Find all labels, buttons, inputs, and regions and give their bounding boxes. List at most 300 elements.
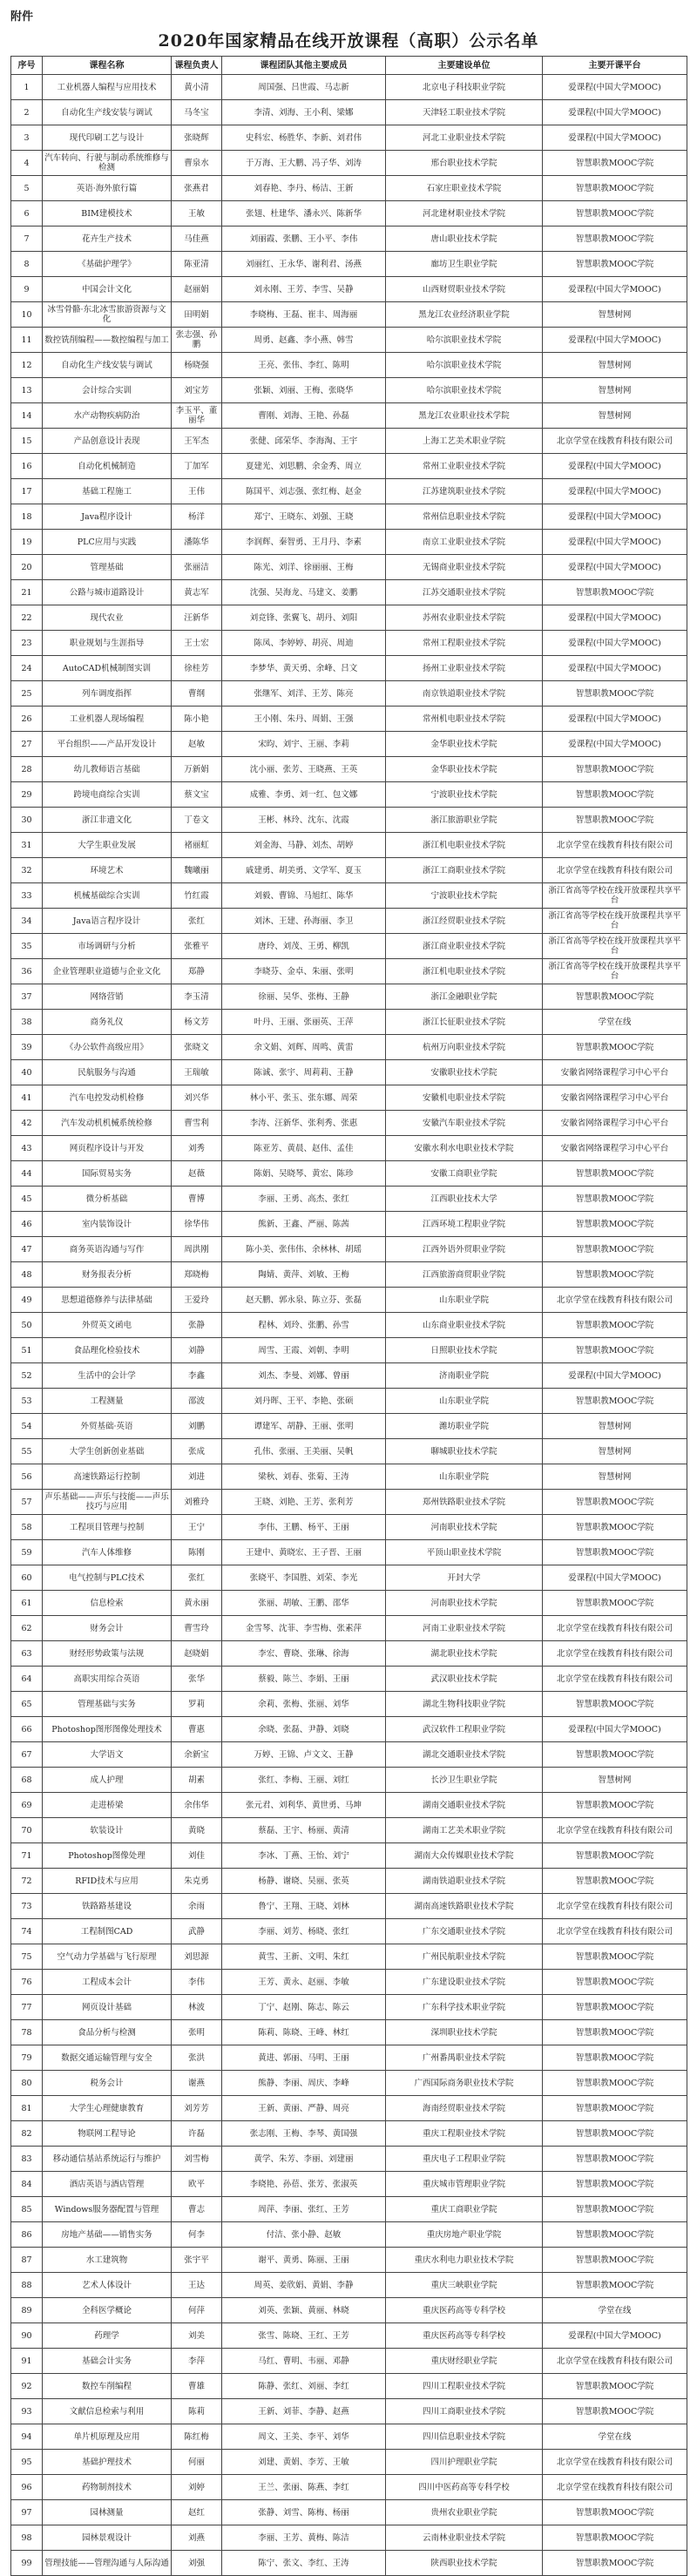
cell-platform: 智慧职教MOOC学院: [543, 252, 687, 277]
cell-main-unit: 平顶山职业技术学院: [386, 1540, 543, 1565]
cell-team-members: 蔡毅、陈兰、李娟、王丽: [222, 1667, 386, 1692]
cell-course-name: 外贸基础·英语: [43, 1414, 172, 1439]
table-row: [11, 2424, 687, 2450]
table-row: [11, 1591, 687, 1616]
cell-team-members: 王芳、黄永、赵丽、李敏: [222, 1970, 386, 1995]
cell-team-members: 周雪、王霞、刘朝、李明: [222, 1338, 386, 1363]
cell-course-lead: 刘雅玲: [172, 1490, 222, 1515]
cell-course-lead: 张静: [172, 1313, 222, 1338]
cell-main-unit: 济南职业学院: [386, 1363, 543, 1389]
cell-course-name: 全科医学概论: [43, 2298, 172, 2323]
cell-team-members: 徐丽、吴华、张梅、王静: [222, 984, 386, 1010]
cell-no: 34: [11, 909, 43, 934]
table-row: [11, 2475, 687, 2500]
table-row: [11, 2096, 687, 2121]
cell-no: 70: [11, 1818, 43, 1843]
cell-main-unit: 重庆医药高等专科学校: [386, 2323, 543, 2349]
cell-course-name: Windows服务器配置与管理: [43, 2197, 172, 2222]
cell-course-name: 文献信息检索与利用: [43, 2399, 172, 2424]
table-row: [11, 277, 687, 302]
cell-no: 10: [11, 302, 43, 328]
cell-team-members: 沈小丽、张芳、王晓燕、王英: [222, 757, 386, 782]
cell-main-unit: 常州机电职业技术学院: [386, 707, 543, 732]
cell-course-lead: 武静: [172, 1919, 222, 1944]
cell-main-unit: 云南林业职业技术学院: [386, 2525, 543, 2551]
cell-platform: 智慧树网: [543, 1464, 687, 1490]
cell-no: 1: [11, 75, 43, 100]
cell-team-members: 陈凤、李婷婷、胡亮、周迪: [222, 631, 386, 656]
cell-no: 44: [11, 1161, 43, 1187]
cell-main-unit: 常州工程职业技术学院: [386, 631, 543, 656]
cell-course-name: 自动化机械制造: [43, 454, 172, 479]
cell-course-lead: 刘燕: [172, 2525, 222, 2551]
table-row: [11, 1894, 687, 1919]
cell-team-members: 张元君、刘利华、黄世勇、马坤: [222, 1793, 386, 1818]
cell-course-name: 税务会计: [43, 2071, 172, 2096]
cell-platform: 智慧职教MOOC学院: [543, 2525, 687, 2551]
cell-main-unit: 常州信息职业技术学院: [386, 504, 543, 530]
cell-course-name: 《基础护理学》: [43, 252, 172, 277]
cell-course-name: 职业规划与生涯指导: [43, 631, 172, 656]
cell-main-unit: 扬州工业职业技术学院: [386, 656, 543, 681]
cell-course-name: 汽车人体维修: [43, 1540, 172, 1565]
cell-team-members: 周萍、李丽、张红、王芳: [222, 2197, 386, 2222]
cell-no: 30: [11, 808, 43, 833]
cell-no: 77: [11, 1995, 43, 2020]
cell-main-unit: 四川中医药高等专科学校: [386, 2475, 543, 2500]
cell-main-unit: 潍坊职业学院: [386, 1414, 543, 1439]
cell-team-members: 刘杰、李曼、刘娜、曾丽: [222, 1363, 386, 1389]
cell-main-unit: 重庆电子工程职业学院: [386, 2147, 543, 2172]
table-row: [11, 1288, 687, 1313]
cell-course-name: 微分析基础: [43, 1187, 172, 1212]
cell-team-members: 张丽、胡敏、王鹏、邵华: [222, 1591, 386, 1616]
table-row: [11, 1187, 687, 1212]
cell-course-lead: 田明娟: [172, 302, 222, 328]
cell-team-members: 史科宏、杨胜华、李新、刘君伟: [222, 125, 386, 151]
table-row: [11, 1313, 687, 1338]
cell-course-lead: 刘宝芳: [172, 378, 222, 403]
cell-course-name: 酒店英语与酒店管理: [43, 2172, 172, 2197]
cell-course-name: 高职实用综合英语: [43, 1667, 172, 1692]
table-row: [11, 555, 687, 580]
table-row: [11, 504, 687, 530]
table-row: [11, 2450, 687, 2475]
cell-no: 14: [11, 403, 43, 429]
table-row: [11, 2525, 687, 2551]
cell-main-unit: 常州工业职业技术学院: [386, 454, 543, 479]
table-row: [11, 1414, 687, 1439]
cell-course-name: 幼儿教师语言基础: [43, 757, 172, 782]
cell-main-unit: 湖南工艺美术职业学院: [386, 1818, 543, 1843]
table-row: [11, 833, 687, 858]
cell-platform: 智慧职教MOOC学院: [543, 1944, 687, 1970]
cell-no: 66: [11, 1717, 43, 1742]
cell-course-lead: 赵红: [172, 2500, 222, 2525]
cell-course-lead: 张志强、孙鹏: [172, 328, 222, 353]
cell-main-unit: 无锡商业职业技术学院: [386, 555, 543, 580]
cell-course-name: BIM建模技术: [43, 201, 172, 226]
cell-course-name: 空气动力学基础与飞行原理: [43, 1944, 172, 1970]
cell-platform: 浙江省高等学校在线开放课程共享平台: [543, 909, 687, 934]
cell-course-name: 自动化生产线安装与调试: [43, 100, 172, 125]
table-row: [11, 1843, 687, 1869]
cell-no: 49: [11, 1288, 43, 1313]
cell-platform: 北京学堂在线教育科技有限公司: [543, 1641, 687, 1667]
cell-course-name: Photoshop图像处理: [43, 1843, 172, 1869]
cell-main-unit: 广东建设职业技术学院: [386, 1970, 543, 1995]
cell-main-unit: 湖北生物科技职业学院: [386, 1692, 543, 1717]
cell-team-members: 刘毅、曹锦、马旭红、陈华: [222, 883, 386, 909]
cell-course-name: 数据交通运输管理与安全: [43, 2045, 172, 2071]
cell-main-unit: 山东商业职业技术学院: [386, 1313, 543, 1338]
cell-course-lead: 王瑞敏: [172, 1060, 222, 1085]
cell-team-members: 李涛、汪新华、张利秀、张惠: [222, 1111, 386, 1136]
cell-platform: 爱课程(中国大学MOOC): [543, 277, 687, 302]
cell-course-lead: 刘婷: [172, 2475, 222, 2500]
cell-team-members: 陶婧、黄萍、刘敏、王梅: [222, 1262, 386, 1288]
cell-course-lead: 陈刚: [172, 1540, 222, 1565]
cell-platform: 智慧树网: [543, 353, 687, 378]
cell-course-name: 声乐基础——声乐与技能——声乐技巧与应用: [43, 1490, 172, 1515]
header-course-name: 课程名称: [43, 57, 172, 75]
cell-no: 62: [11, 1616, 43, 1641]
cell-main-unit: 安徽机电职业技术学院: [386, 1085, 543, 1111]
cell-platform: 北京学堂在线教育科技有限公司: [543, 1919, 687, 1944]
table-row: [11, 2323, 687, 2349]
cell-course-name: 财务报表分析: [43, 1262, 172, 1288]
table-row: [11, 1212, 687, 1237]
cell-platform: 智慧职教MOOC学院: [543, 681, 687, 707]
cell-no: 84: [11, 2172, 43, 2197]
table-row: [11, 429, 687, 454]
cell-main-unit: 湖南交通职业技术学院: [386, 1793, 543, 1818]
cell-main-unit: 广州民航职业技术学院: [386, 1944, 543, 1970]
cell-team-members: 余文娟、刘辉、周鸣、黄雷: [222, 1035, 386, 1060]
cell-main-unit: 湖南铁道职业技术学院: [386, 1869, 543, 1894]
cell-no: 69: [11, 1793, 43, 1818]
table-row: [11, 2248, 687, 2273]
cell-main-unit: 海南经贸职业技术学院: [386, 2096, 543, 2121]
cell-team-members: 蔡磊、王宇、杨丽、黄清: [222, 1818, 386, 1843]
cell-team-members: 杨静、谢晓、吴丽、张英: [222, 1869, 386, 1894]
cell-course-lead: 曹雪利: [172, 1111, 222, 1136]
table-row: [11, 1136, 687, 1161]
cell-no: 92: [11, 2374, 43, 2399]
cell-main-unit: 河北建材职业技术学院: [386, 201, 543, 226]
table-row: [11, 1793, 687, 1818]
page-title: 2020年国家精品在线开放课程（高职）公示名单: [158, 31, 539, 51]
cell-team-members: 王晓、刘艳、王芳、张利芳: [222, 1490, 386, 1515]
cell-course-lead: 何丽: [172, 2450, 222, 2475]
cell-team-members: 刘永刚、王芳、李雪、吴静: [222, 277, 386, 302]
cell-no: 35: [11, 934, 43, 959]
cell-no: 13: [11, 378, 43, 403]
cell-team-members: 熊新、王鑫、严丽、陈茜: [222, 1212, 386, 1237]
cell-course-name: 网页程序设计与开发: [43, 1136, 172, 1161]
cell-course-name: 会计综合实训: [43, 378, 172, 403]
cell-course-lead: 许磊: [172, 2121, 222, 2147]
cell-team-members: 余晓、张磊、尹静、刘晓: [222, 1717, 386, 1742]
cell-course-name: 移动通信基站系统运行与维护: [43, 2147, 172, 2172]
cell-platform: 北京学堂在线教育科技有限公司: [543, 1894, 687, 1919]
cell-no: 17: [11, 479, 43, 504]
cell-no: 73: [11, 1894, 43, 1919]
cell-course-name: 工业机器人现场编程: [43, 707, 172, 732]
table-row: [11, 1869, 687, 1894]
cell-no: 59: [11, 1540, 43, 1565]
cell-main-unit: 江西职业技术大学: [386, 1187, 543, 1212]
cell-team-members: 李晓芬、金卓、朱丽、张明: [222, 959, 386, 984]
cell-course-lead: 赵丽娟: [172, 277, 222, 302]
cell-platform: 智慧职教MOOC学院: [543, 1995, 687, 2020]
cell-team-members: 陈宁、张文、李红、王涛: [222, 2551, 386, 2576]
table-row: [11, 1262, 687, 1288]
cell-course-lead: 朱克勇: [172, 1869, 222, 1894]
table-row: [11, 2147, 687, 2172]
table-row: [11, 1060, 687, 1085]
cell-team-members: 李润辉、秦智勇、王月丹、李素: [222, 530, 386, 555]
cell-no: 53: [11, 1389, 43, 1414]
table-row: [11, 201, 687, 226]
table-row: [11, 909, 687, 934]
cell-no: 39: [11, 1035, 43, 1060]
cell-course-name: 园林测量: [43, 2500, 172, 2525]
cell-main-unit: 陕西职业技术学院: [386, 2551, 543, 2576]
table-row: [11, 2298, 687, 2323]
table-row: [11, 984, 687, 1010]
cell-main-unit: 武汉软件工程职业学院: [386, 1717, 543, 1742]
cell-no: 9: [11, 277, 43, 302]
cell-course-lead: 丁加军: [172, 454, 222, 479]
cell-course-name: 民航服务与沟通: [43, 1060, 172, 1085]
cell-main-unit: 金华职业技术学院: [386, 732, 543, 757]
cell-no: 36: [11, 959, 43, 984]
cell-course-lead: 陈亚清: [172, 252, 222, 277]
cell-course-name: 园林景观设计: [43, 2525, 172, 2551]
cell-course-lead: 黄志军: [172, 580, 222, 605]
cell-course-lead: 余雨: [172, 1894, 222, 1919]
table-row: [11, 934, 687, 959]
cell-platform: 智慧职教MOOC学院: [543, 1793, 687, 1818]
cell-main-unit: 江西旅游商贸职业学院: [386, 1262, 543, 1288]
cell-course-lead: 胡素: [172, 1768, 222, 1793]
cell-main-unit: 江苏建筑职业技术学院: [386, 479, 543, 504]
cell-team-members: 唐玲、刘茂、王勇、柳凯: [222, 934, 386, 959]
table-row: [11, 2045, 687, 2071]
cell-no: 33: [11, 883, 43, 909]
cell-platform: 北京学堂在线教育科技有限公司: [543, 429, 687, 454]
cell-platform: 智慧职教MOOC学院: [543, 2045, 687, 2071]
cell-team-members: 张红、李梅、王丽、刘红: [222, 1768, 386, 1793]
cell-course-lead: 郑晓梅: [172, 1262, 222, 1288]
cell-course-name: 市场调研与分析: [43, 934, 172, 959]
cell-course-name: Photoshop图形图像处理技术: [43, 1717, 172, 1742]
cell-team-members: 谢平、黄勇、陈丽、王丽: [222, 2248, 386, 2273]
cell-course-lead: 张雅平: [172, 934, 222, 959]
cell-platform: 爱课程(中国大学MOOC): [543, 328, 687, 353]
cell-team-members: 赵天鹏、郭永泉、陈立芬、张磊: [222, 1288, 386, 1313]
cell-course-lead: 杨洋: [172, 504, 222, 530]
cell-platform: 智慧职教MOOC学院: [543, 1843, 687, 1869]
cell-no: 8: [11, 252, 43, 277]
cell-no: 16: [11, 454, 43, 479]
cell-main-unit: 广州番禺职业技术学院: [386, 2045, 543, 2071]
cell-course-name: 管理基础: [43, 555, 172, 580]
cell-no: 50: [11, 1313, 43, 1338]
cell-team-members: 刘英、张颖、黄丽、林晓: [222, 2298, 386, 2323]
cell-platform: 爱课程(中国大学MOOC): [543, 100, 687, 125]
table-row: [11, 883, 687, 909]
cell-main-unit: 郑州铁路职业技术学院: [386, 1490, 543, 1515]
cell-course-lead: 汪新华: [172, 605, 222, 631]
cell-course-lead: 王士宏: [172, 631, 222, 656]
cell-course-name: 食品理化检验技术: [43, 1338, 172, 1363]
cell-team-members: 金雪琴、沈菲、李雪梅、张素萍: [222, 1616, 386, 1641]
table-row: [11, 2197, 687, 2222]
table-row: [11, 1035, 687, 1060]
cell-team-members: 黄学、朱芳、李丽、刘建丽: [222, 2147, 386, 2172]
cell-platform: 浙江省高等学校在线开放课程共享平台: [543, 959, 687, 984]
cell-team-members: 张晓平、李国胜、刘荣、李光: [222, 1565, 386, 1591]
cell-no: 60: [11, 1565, 43, 1591]
cell-course-lead: 张成: [172, 1439, 222, 1464]
table-row: [11, 378, 687, 403]
cell-course-name: 网络营销: [43, 984, 172, 1010]
cell-course-name: 商务礼仪: [43, 1010, 172, 1035]
cell-no: 64: [11, 1667, 43, 1692]
cell-team-members: 周文、王美、李平、刘华: [222, 2424, 386, 2450]
cell-platform: 智慧职教MOOC学院: [543, 151, 687, 176]
cell-platform: 智慧职教MOOC学院: [543, 1313, 687, 1338]
cell-no: 57: [11, 1490, 43, 1515]
table-row: [11, 1085, 687, 1111]
cell-course-lead: 徐桂芳: [172, 656, 222, 681]
cell-platform: 学堂在线: [543, 2298, 687, 2323]
cell-course-lead: 何李: [172, 2222, 222, 2248]
cell-no: 63: [11, 1641, 43, 1667]
cell-team-members: 张颖、刘丽、王梅、张晓华: [222, 378, 386, 403]
cell-course-lead: 杨文芳: [172, 1010, 222, 1035]
cell-main-unit: 重庆城市管理职业学院: [386, 2172, 543, 2197]
cell-platform: 智慧职教MOOC学院: [543, 1591, 687, 1616]
cell-main-unit: 重庆财经职业学院: [386, 2349, 543, 2374]
cell-course-lead: 刘美: [172, 2323, 222, 2349]
cell-main-unit: 浙江旅游职业学院: [386, 808, 543, 833]
table-row: [11, 631, 687, 656]
cell-course-lead: 竹红霞: [172, 883, 222, 909]
cell-course-name: Java程序设计: [43, 504, 172, 530]
cell-platform: 智慧职教MOOC学院: [543, 984, 687, 1010]
cell-no: 24: [11, 656, 43, 681]
cell-team-members: 刘春艳、李丹、杨洁、王新: [222, 176, 386, 201]
cell-main-unit: 重庆工商职业学院: [386, 2197, 543, 2222]
cell-course-name: 水产动物疾病防治: [43, 403, 172, 429]
table-row: [11, 1692, 687, 1717]
table-row: [11, 656, 687, 681]
cell-platform: 爱课程(中国大学MOOC): [543, 707, 687, 732]
cell-course-name: 英语·海外旅行篇: [43, 176, 172, 201]
table-row: [11, 1616, 687, 1641]
cell-team-members: 张雪、陈晓、王红、王芳: [222, 2323, 386, 2349]
cell-no: 81: [11, 2096, 43, 2121]
cell-no: 4: [11, 151, 43, 176]
cell-team-members: 陈小美、张伟伟、余林林、胡瑶: [222, 1237, 386, 1262]
cell-no: 90: [11, 2323, 43, 2349]
cell-main-unit: 江苏交通职业技术学院: [386, 580, 543, 605]
cell-no: 85: [11, 2197, 43, 2222]
cell-team-members: 李伟、王鹏、杨平、王丽: [222, 1515, 386, 1540]
cell-course-lead: 李伟: [172, 1970, 222, 1995]
cell-course-lead: 郑静: [172, 959, 222, 984]
cell-course-name: 铁路路基建设: [43, 1894, 172, 1919]
cell-course-lead: 曹雄: [172, 2374, 222, 2399]
cell-course-lead: 赵薇: [172, 1161, 222, 1187]
cell-no: 76: [11, 1970, 43, 1995]
table-row: [11, 302, 687, 328]
cell-course-name: 产品创意设计表现: [43, 429, 172, 454]
cell-course-lead: 刘秀: [172, 1136, 222, 1161]
cell-no: 71: [11, 1843, 43, 1869]
cell-course-lead: 曹雪玲: [172, 1616, 222, 1641]
cell-course-lead: 王军杰: [172, 429, 222, 454]
cell-main-unit: 黑龙江农业职业技术学院: [386, 403, 543, 429]
cell-main-unit: 安徽职业技术学院: [386, 1060, 543, 1085]
table-row: [11, 328, 687, 353]
table-row: [11, 1717, 687, 1742]
cell-platform: 爱课程(中国大学MOOC): [543, 656, 687, 681]
table-row: [11, 1944, 687, 1970]
cell-no: 6: [11, 201, 43, 226]
cell-course-lead: 周洪刚: [172, 1237, 222, 1262]
cell-main-unit: 天津轻工职业技术学院: [386, 100, 543, 125]
cell-main-unit: 黑龙江农业经济职业学院: [386, 302, 543, 328]
cell-main-unit: 唐山职业技术学院: [386, 226, 543, 252]
table-row: [11, 1742, 687, 1768]
table-row: [11, 1111, 687, 1136]
cell-no: 40: [11, 1060, 43, 1085]
cell-platform: 智慧职教MOOC学院: [543, 2121, 687, 2147]
cell-no: 3: [11, 125, 43, 151]
cell-team-members: 谭建军、胡静、王丽、张明: [222, 1414, 386, 1439]
table-row: [11, 1237, 687, 1262]
cell-platform: 智慧树网: [543, 1414, 687, 1439]
cell-platform: 浙江省高等学校在线开放课程共享平台: [543, 883, 687, 909]
cell-course-lead: 罗莉: [172, 1692, 222, 1717]
cell-platform: 智慧职教MOOC学院: [543, 1540, 687, 1565]
cell-platform: 智慧树网: [543, 302, 687, 328]
cell-platform: 智慧职教MOOC学院: [543, 226, 687, 252]
cell-course-lead: 刘强: [172, 2551, 222, 2576]
cell-main-unit: 哈尔滨职业技术学院: [386, 378, 543, 403]
cell-no: 72: [11, 1869, 43, 1894]
cell-course-name: 成人护理: [43, 1768, 172, 1793]
cell-no: 86: [11, 2222, 43, 2248]
cell-team-members: 张静、刘雪、陈梅、杨丽: [222, 2500, 386, 2525]
cell-course-lead: 丁卷文: [172, 808, 222, 833]
cell-course-lead: 张晓文: [172, 1035, 222, 1060]
cell-main-unit: 哈尔滨职业技术学院: [386, 328, 543, 353]
cell-no: 42: [11, 1111, 43, 1136]
table-row: [11, 1338, 687, 1363]
cell-course-lead: 刘静: [172, 1338, 222, 1363]
cell-course-name: 水工建筑物: [43, 2248, 172, 2273]
cell-platform: 爱课程(中国大学MOOC): [543, 530, 687, 555]
cell-course-lead: 万新娟: [172, 757, 222, 782]
cell-team-members: 郑宁、王晓东、刘强、王晓: [222, 504, 386, 530]
cell-course-lead: 刘芳芳: [172, 2096, 222, 2121]
table-row: [11, 1010, 687, 1035]
